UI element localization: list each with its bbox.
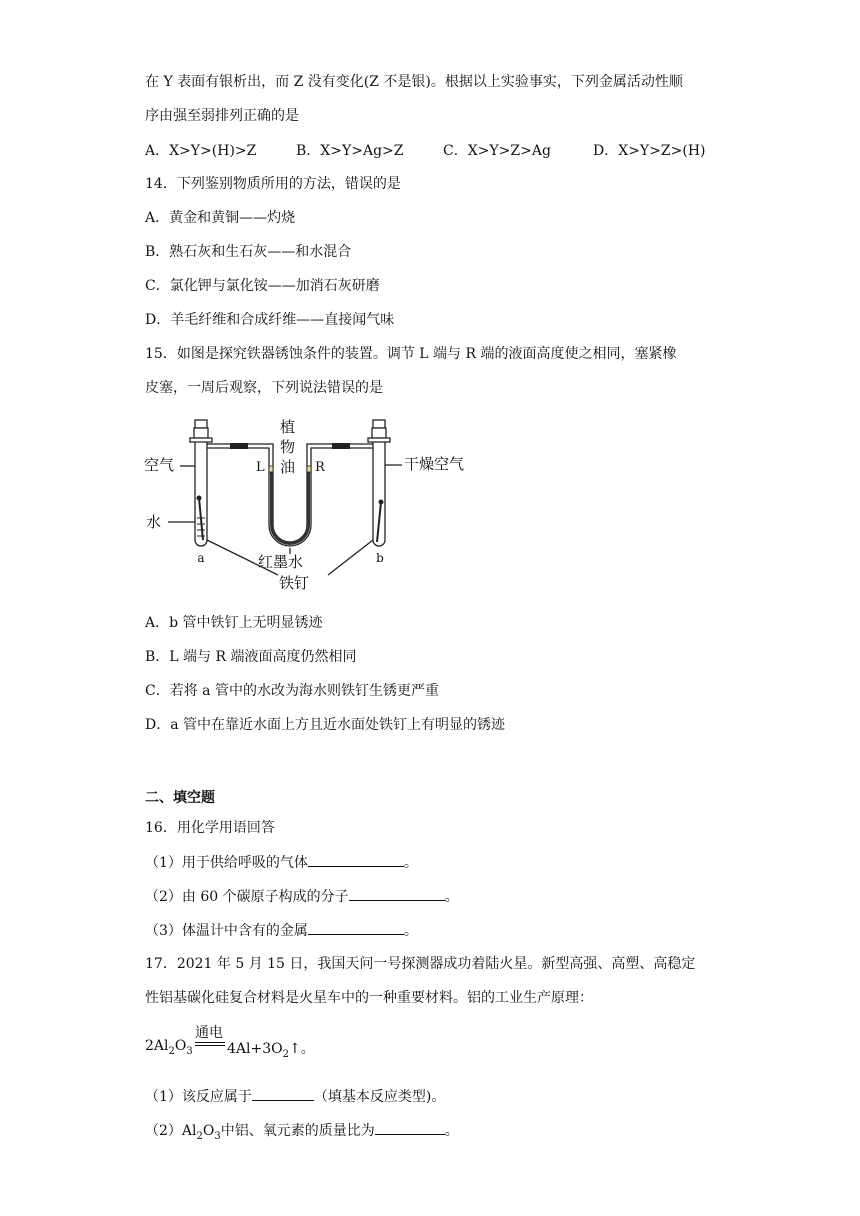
q15-option-c: C．若将 a 管中的水改为海水则铁钉生锈更严重 (145, 683, 439, 699)
answer-blank[interactable] (252, 1086, 314, 1101)
rust-experiment-figure (140, 410, 485, 595)
label-a: a (197, 551, 205, 565)
label-b: b (376, 551, 384, 565)
reaction-equation (145, 1022, 345, 1062)
section-heading: 二、填空题 (145, 790, 215, 806)
q16-item-2: （2）由 60 个碳原子构成的分子 。 (145, 886, 459, 907)
q14-stem: 14．下列鉴别物质所用的方法，错误的是 (145, 176, 401, 192)
q14-option-b: B．熟石灰和生石灰——和水混合 (145, 244, 352, 260)
q15-line2: 皮塞，一周后观察，下列说法错误的是 (145, 380, 383, 396)
q13-line1: 在 Y 表面有银析出，而 Z 没有变化(Z 不是银)。根据以上实验事实，下列金属活动性顺 (145, 74, 683, 90)
q16-item-1: （1）用于供给呼吸的气体 。 (145, 852, 418, 873)
answer-blank[interactable] (308, 852, 404, 867)
answer-blank[interactable] (349, 886, 445, 901)
q15-option-d: D．a 管中在靠近水面上方且近水面处铁钉上有明显的锈迹 (145, 717, 506, 733)
q15-option-a: A．b 管中铁钉上无明显锈迹 (145, 615, 323, 631)
q17-item-2: $(2)Al_2O_3$中铝、氧元素的质量比为 。 (145, 1120, 459, 1147)
q13-option-d: D．X>Y>Z>(H) (593, 143, 706, 159)
reaction-condition: 通电 (195, 1025, 223, 1041)
label-oil-3: 油 (280, 458, 296, 476)
label-red-ink: 红墨水 (258, 553, 304, 571)
label-dry-air: 干燥空气 (404, 455, 465, 473)
q15-line1: 15．如图是探究铁器锈蚀条件的装置。调节 L 端与 R 端的液面高度使之相同，塞紧橡 (145, 346, 677, 362)
equals-sign (195, 1042, 225, 1046)
q13-line2: 序由强至弱排列正确的是 (145, 108, 299, 124)
label-R: R (315, 460, 325, 475)
reactant: $2Al_2O_3$ (145, 1038, 193, 1057)
label-L: L (256, 460, 265, 475)
q14-option-a: A．黄金和黄铜——灼烧 (145, 210, 296, 226)
q13-option-a: A．X>Y>(H)>Z (145, 143, 257, 159)
label-air: 空气 (144, 456, 175, 474)
label-nail: 铁钉 (279, 574, 310, 592)
label-oil-1: 植 (280, 418, 296, 436)
q13-options (145, 140, 745, 160)
q17-line1: 17．2021 年 5 月 15 日，我国天问一号探测器成功着陆火星。新型高强、高塑、高稳定 (145, 956, 696, 972)
q16-stem: 16．用化学用语回答 (145, 820, 275, 836)
q17-item-1: （1）该反应属于 （填基本反应类型)。 (145, 1086, 445, 1107)
q13-option-c: C．X>Y>Z>Ag (443, 143, 551, 159)
answer-blank[interactable] (308, 920, 404, 935)
q16-item-3: （3）体温计中含有的金属 。 (145, 920, 418, 941)
q14-option-c: C．氯化钾与氯化铵——加消石灰研磨 (145, 278, 380, 294)
products: $4Al+3O_2↑$。 (227, 1041, 315, 1060)
q14-option-d: D．羊毛纤维和合成纤维——直接闻气味 (145, 312, 395, 328)
label-oil-2: 物 (280, 438, 296, 456)
answer-blank[interactable] (375, 1120, 445, 1135)
label-water: 水 (146, 513, 162, 531)
q17-line2: 性铝基碳化硅复合材料是火星车中的一种重要材料。铝的工业生产原理： (145, 990, 593, 1006)
q15-option-b: B．L 端与 R 端液面高度仍然相同 (145, 649, 357, 665)
q13-option-b: B．X>Y>Ag>Z (296, 143, 404, 159)
